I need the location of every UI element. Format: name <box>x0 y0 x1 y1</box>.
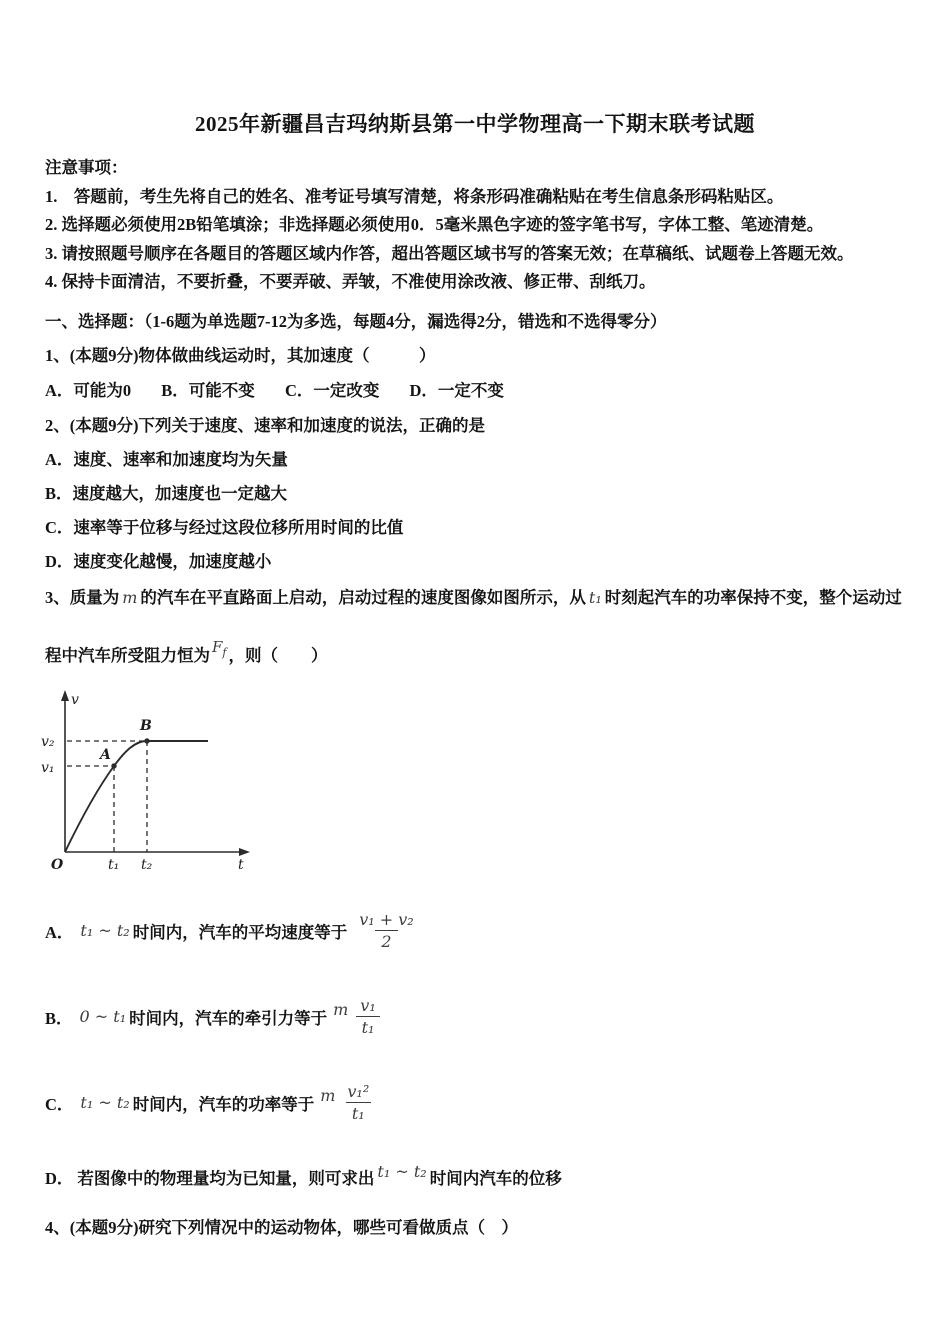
label-v2: v₂ <box>41 733 55 750</box>
q1-option-a: A．可能为0 <box>45 380 132 400</box>
q3-option-b-coefficient: m <box>333 1000 349 1019</box>
q3-option-a <box>45 902 910 960</box>
fraction-denominator: t₁ <box>356 1016 381 1037</box>
q3-stem-text-1: 3、质量为 <box>45 587 120 607</box>
q3-option-c-coefficient: m <box>320 1086 336 1105</box>
point-A <box>111 763 116 768</box>
label-point-B: B <box>140 717 152 734</box>
q3-symbol-Ff <box>210 637 229 659</box>
notice-item-1: 1. 答题前，考生先将自己的姓名、准考证号填写清楚，将条形码准确粘贴在考生信息条形码粘贴区。 <box>45 186 784 206</box>
label-t-axis: t <box>238 856 244 873</box>
q3-symbol-m: m <box>122 587 138 607</box>
q3-option-b-range: 0 ~ t₁ <box>79 1007 127 1026</box>
q3-option-c-text: 时间内，汽车的功率等于 <box>132 1094 315 1114</box>
q3-option-d-letter: D． <box>45 1168 74 1188</box>
fraction-denominator: 2 <box>375 930 397 951</box>
label-origin: O <box>51 856 64 873</box>
q1-stem: 1、(本题9分)物体做曲线运动时，其加速度（ ） <box>45 345 436 365</box>
fraction-numerator: v₁ <box>360 995 376 1015</box>
q3-option-b-text: 时间内，汽车的牵引力等于 <box>129 1008 328 1028</box>
q3-option-b <box>45 988 910 1046</box>
fraction-numerator: v₁ + v₂ <box>359 909 414 929</box>
section-heading: 一、选择题：（1-6题为单选题7-12为多选，每题4分，漏选得2分，错选和不选得零分） <box>45 311 667 331</box>
q3-stem-text-4: 程中汽车所受阻力恒为 <box>45 645 210 665</box>
q3-option-c-fraction <box>341 1082 375 1123</box>
q3-option-d-range: t₁ ~ t₂ <box>377 1162 427 1181</box>
q3-option-a-letter: A． <box>45 922 74 942</box>
q3-option-a-fraction <box>353 910 419 951</box>
q3-stem-text-2: 的汽车在平直路面上启动，启动过程的速度图像如图所示，从 <box>140 587 586 607</box>
label-point-A: A <box>100 746 111 763</box>
q3-option-c-range: t₁ ~ t₂ <box>80 1093 130 1112</box>
q3-option-b-letter: B． <box>45 1008 73 1028</box>
q3-option-c <box>45 1074 910 1132</box>
notice-section <box>45 154 910 297</box>
q3-stem-text-5: ，则（ ） <box>228 645 328 665</box>
q2-option-a: A．速度、速率和加速度均为矢量 <box>45 449 288 469</box>
q2-option-b: B．速度越大，加速度也一定越大 <box>45 483 288 503</box>
q3-option-d-text-2: 时间内汽车的位移 <box>429 1168 562 1188</box>
Ff-subscript: f <box>222 645 227 659</box>
label-v1: v₁ <box>41 759 55 776</box>
q3-stem-line2 <box>45 637 910 676</box>
q1-option-b: B．可能不变 <box>161 380 255 400</box>
q1-option-c: C．一定改变 <box>284 380 380 400</box>
notice-item-3: 3. 请按照题号顺序在各题目的答题区域内作答，超出答题区域书写的答案无效；在草稿纸、试题卷上答题无效。 <box>45 243 854 263</box>
q3-option-d <box>45 1162 910 1192</box>
q3-option-a-range: t₁ ~ t₂ <box>80 921 130 940</box>
q1-options <box>45 377 910 405</box>
q3-option-b-fraction <box>354 996 381 1037</box>
label-t2: t₂ <box>141 856 153 873</box>
q3-symbol-t1: t₁ <box>588 587 602 607</box>
label-v-axis: v <box>71 691 79 708</box>
q3-option-d-text-1: 若图像中的物理量均为已知量，则可求出 <box>77 1168 375 1188</box>
x-axis-arrow <box>239 848 250 856</box>
fraction-numerator: v₁² <box>347 1081 370 1101</box>
point-B <box>144 738 149 743</box>
Ff-base: F <box>212 637 223 656</box>
notice-heading: 注意事项： <box>45 158 128 177</box>
q3-stem-text-3: 时刻起汽车的功率保持不变，整个运动过 <box>604 587 902 607</box>
q3-option-c-letter: C． <box>45 1094 74 1114</box>
q4-stem: 4、(本题9分)研究下列情况中的运动物体，哪些可看做质点（ ） <box>45 1217 518 1237</box>
q3-stem-line1 <box>45 584 910 612</box>
q2-option-c: C．速率等于位移与经过这段位移所用时间的比值 <box>45 517 404 537</box>
q2-stem: 2、(本题9分)下列关于速度、速率和加速度的说法，正确的是 <box>45 415 485 435</box>
label-t1: t₁ <box>108 856 120 873</box>
q2-option-d: D．速度变化越慢，加速度越小 <box>45 551 272 571</box>
q1-option-d: D．一定不变 <box>409 380 504 400</box>
velocity-time-graph <box>30 688 950 886</box>
notice-item-4: 4. 保持卡面清洁，不要折叠，不要弄破、弄皱，不准使用涂改液、修正带、刮纸刀。 <box>45 272 656 291</box>
velocity-curve <box>65 741 208 852</box>
notice-item-2: 2. 选择题必须使用2B铅笔填涂；非选择题必须使用0．5毫米黑色字迹的签字笔书写，字体工整、笔迹清楚。 <box>45 215 824 234</box>
q3-option-a-text: 时间内，汽车的平均速度等于 <box>132 922 348 942</box>
vt-graph-svg <box>30 688 280 886</box>
fraction-denominator: t₁ <box>346 1102 371 1123</box>
y-axis-arrow <box>61 690 69 701</box>
page-title: 2025年新疆昌吉玛纳斯县第一中学物理高一下期末联考试题 <box>195 112 755 136</box>
